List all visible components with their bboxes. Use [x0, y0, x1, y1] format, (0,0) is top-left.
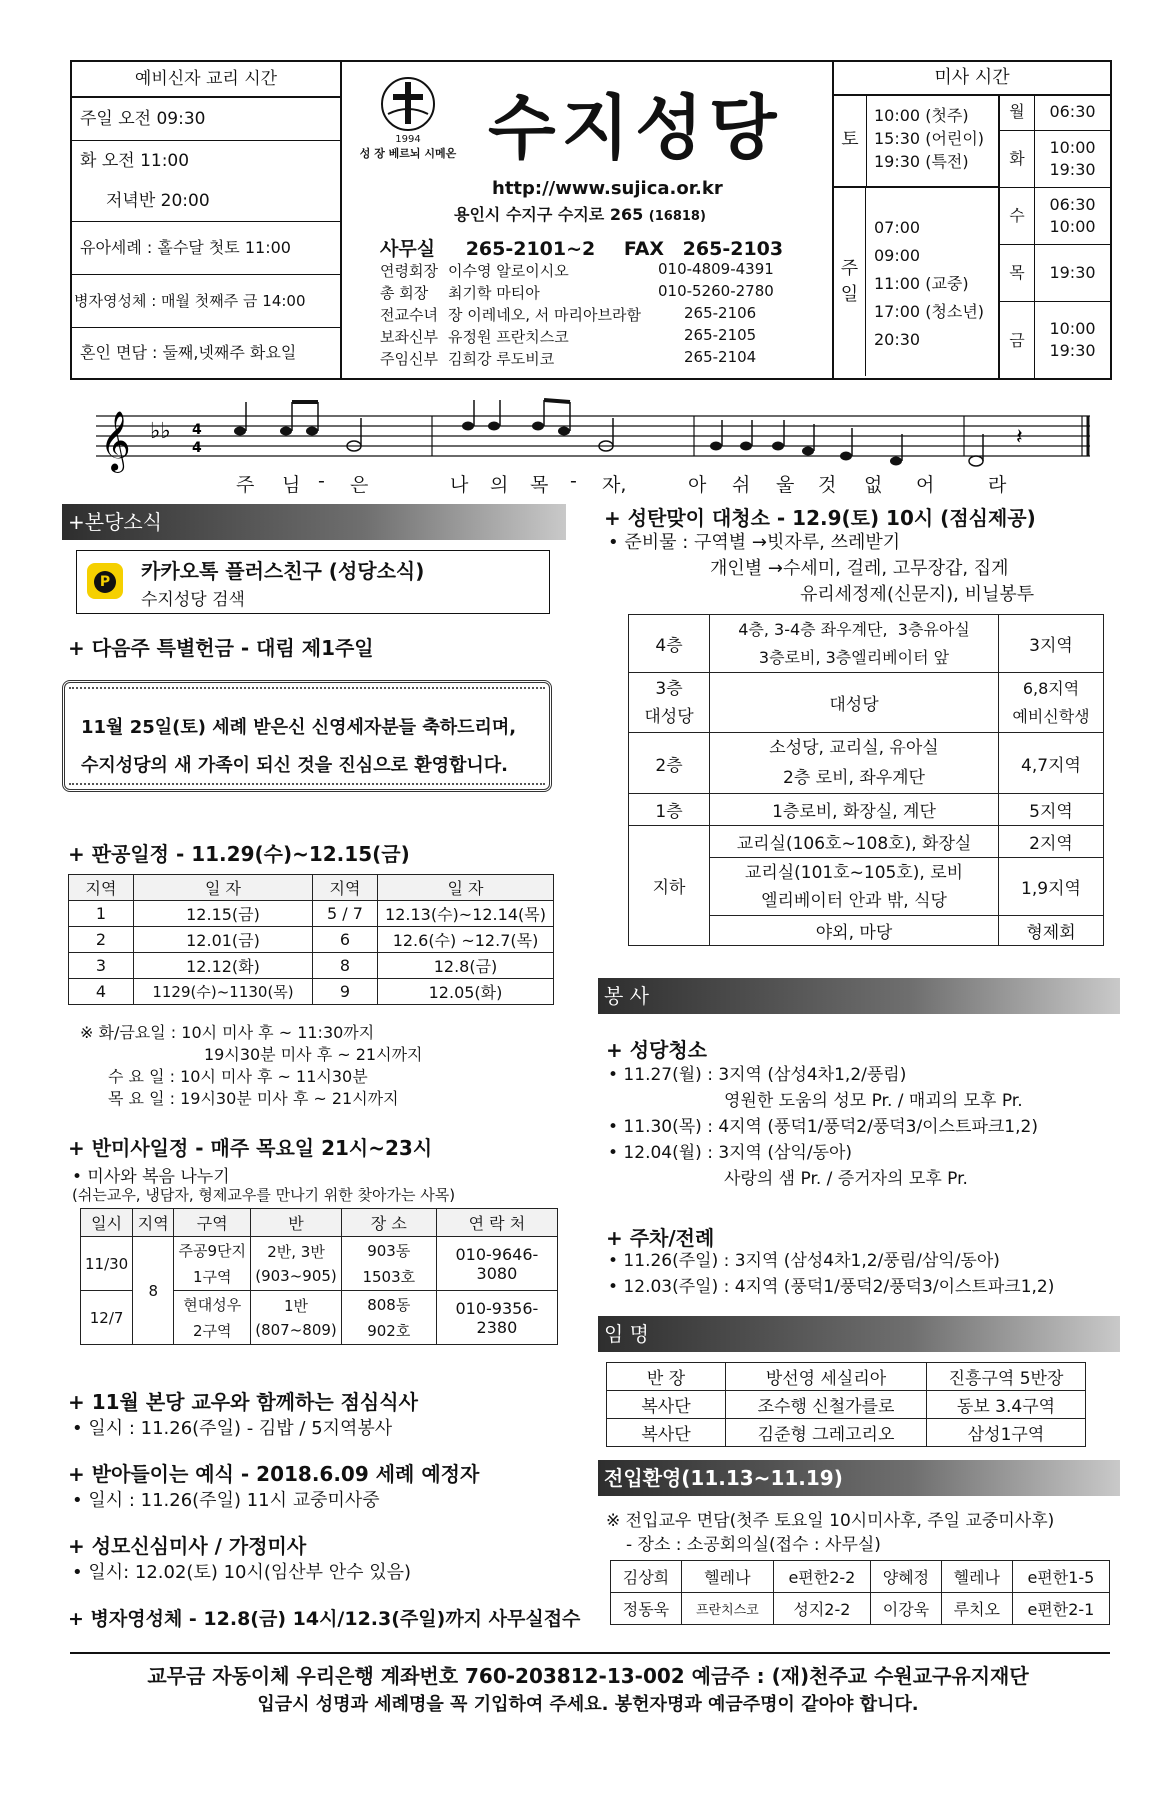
- schedule-row: 주일 오전 09:30: [72, 98, 340, 141]
- website[interactable]: http://www.sujica.or.kr: [492, 178, 723, 199]
- table-row: 4층 4층, 3-4층 좌우계단, 3층유아실 3층로비, 3층엘리베이터 앞 3지역: [629, 615, 1104, 673]
- music-staff: [96, 398, 1094, 478]
- banmisa-table: 일시 지역 구역 반 장 소 연 락 처 11/30 8 주공9단지 1구역 2반, 3반 (903~905) 903동 1503호 010-9646-3080 12/7 현대성우 2구역 1반 (807~809) 808동 902호 010-9356-2380: [80, 1208, 558, 1345]
- table-row: 2 12.01(금) 6 12.6(수) ~12.7(목): [69, 927, 554, 953]
- address-text: 용인시 수지구 수지로 265: [454, 205, 644, 224]
- accept-title: + 받아들이는 예식 - 2018.6.09 세례 예정자: [68, 1462, 480, 1486]
- kakao-icon: P: [87, 563, 123, 599]
- table-row: 정동욱 프란치스코 성지2-2 이강욱 루치오 e편한2-1: [611, 1593, 1110, 1625]
- table-row: 김상희 헬레나 e편한2-2 양혜정 헬레나 e편한1-5: [611, 1561, 1110, 1593]
- table-row: 11/30 8 주공9단지 1구역 2반, 3반 (903~905) 903동 1503호 010-9646-3080: [81, 1237, 558, 1291]
- svg-text:4: 4: [192, 440, 202, 456]
- svg-text:𝄞: 𝄞: [100, 411, 131, 471]
- table-row: 반 장 방선영 세실리아 진흥구역 5반장: [607, 1363, 1086, 1391]
- mass-title: 미사 시간: [834, 62, 1110, 96]
- table-row: 야외, 마당 형제회: [629, 916, 1104, 946]
- newcomer-table: [610, 1560, 1110, 1625]
- catechism-schedule: [72, 62, 342, 378]
- schedule-row: 저녁반 20:00: [72, 181, 340, 222]
- sunday-mass: 09:00: [874, 246, 921, 265]
- welcome-frame: [62, 680, 552, 792]
- office-line: [380, 234, 783, 261]
- table-row: 지하 교리실(106호~108호), 화장실 2지역: [629, 826, 1104, 858]
- table-row: 4 1129(수)~1130(목) 9 12.05(화): [69, 979, 554, 1005]
- postcode: (16818): [648, 209, 706, 224]
- fax-number: 265-2103: [682, 238, 784, 260]
- saturday-row: [834, 94, 998, 188]
- contact-row: 전교수녀 장 이레네오, 서 마리아브라함 265-2106: [380, 304, 757, 324]
- saturday-mass: 10:00 (첫주): [874, 106, 969, 125]
- marian-text: • 일시: 12.02(토) 10시(임산부 안수 있음): [72, 1562, 412, 1583]
- weekday-row: 화 10:00 19:30: [1000, 131, 1110, 188]
- logo-year: 1994: [395, 134, 421, 145]
- prep-line: • 준비물 : 구역별 →빗자루, 쓰레받기: [608, 532, 901, 553]
- lyrics: 주 님 - 은 나 의 목 - 자, 아 쉬 울 것 없 어 라: [236, 470, 1007, 496]
- saturday-mass: 19:30 (특전): [874, 152, 969, 171]
- svg-text:𝄽: 𝄽: [1016, 425, 1023, 450]
- sunday-mass: 17:00 (청소년): [874, 302, 985, 321]
- footer-rule: [70, 1652, 1110, 1654]
- table-row: 2층 소성당, 교리실, 유아실 2층 로비, 좌우계단 4,7지역: [629, 733, 1104, 794]
- table-row: 3 12.12(화) 8 12.8(금): [69, 953, 554, 979]
- sunday-label: 주 일: [834, 186, 866, 376]
- prep-line: 개인별 →수세미, 걸레, 고무장갑, 집게: [710, 558, 1009, 579]
- cross-emblem-icon: [378, 74, 438, 134]
- kakao-subtitle: 수지성당 검색: [141, 590, 245, 610]
- table-row: 3층 대성당 대성당 6,8지역 예비신학생: [629, 673, 1104, 733]
- sick-communion-title: + 병자영성체 - 12.8(금) 14시/12.3(주일)까지 사무실접수: [68, 1608, 581, 1630]
- kakao-box: [76, 550, 550, 614]
- offering-title: + 다음주 특별헌금 - 대림 제1주일: [68, 636, 374, 660]
- banmisa-bullet: • 미사와 복음 나누기: [72, 1167, 230, 1187]
- lunch-text: • 일시 : 11.26(주일) - 김밥 / 5지역봉사: [72, 1418, 393, 1439]
- marian-title: + 성모신심미사 / 가정미사: [68, 1534, 307, 1558]
- banmisa-note: (쉬는교우, 냉담자, 형제교우를 만나기 위한 찾아가는 사목): [72, 1186, 456, 1204]
- sunday-mass: 11:00 (교중): [874, 274, 969, 293]
- prep-line: 유리세정제(신문지), 비닐봉투: [800, 584, 1035, 605]
- schedule-row: 화 오전 11:00: [80, 151, 190, 171]
- banmisa-title: + 반미사일정 - 매주 목요일 21시~23시: [68, 1136, 433, 1160]
- accept-text: • 일시 : 11.26(주일) 11시 교중미사중: [72, 1490, 380, 1511]
- confession-table: 지역 일 자 지역 일 자 1 12.15(금) 5 / 7 12.13(수)~12.14(목) 2 12.01(금) 6 12.6(수) ~12.7(목) 3 12.12(화) 8 12.8(금) 4 1129(수)~1130(목) 9 12.05(화): [68, 874, 554, 1005]
- logo-caption: 성 장 베르뇌 시메온: [359, 147, 457, 160]
- svg-text:♭♭: ♭♭: [150, 419, 171, 444]
- sunday-mass: 20:30: [874, 330, 921, 349]
- contact-row: 연령회장 이수영 알로이시오 010-4809-4391: [380, 260, 774, 280]
- church-clean-title: + 성당청소: [606, 1038, 708, 1062]
- schedule-row: 혼인 면담 : 둘째,넷째주 화요일: [80, 343, 297, 362]
- welcome-line: 11월 25일(토) 세례 받은신 신영세자분들 축하드리며,: [81, 717, 517, 738]
- sunday-row: [834, 186, 998, 376]
- church-clean-list: • 11.27(월) : 3지역 (삼성4차1,2/풍림) 영원한 도움의 성모 Pr. / 매괴의 모후 Pr. • 11.30(목) : 4지역 (풍덕1/풍덕2/풍덕3/이스트파크1,2) • 12.04(월) : 3지역 (삼익/동아) 사랑의 샘 Pr. / 증거자의 모후 Pr.: [608, 1065, 1038, 1189]
- cleanup-table: [628, 614, 1104, 946]
- weekday-col: [1000, 94, 1110, 378]
- parking-list: • 11.26(주일) : 3지역 (삼성4차1,2/풍림/삼익/동아) • 12.03(주일) : 4지역 (풍덕1/풍덕2/풍덕3/이스트파크1,2): [608, 1251, 1055, 1297]
- section-bar-welcome: 전입환영(11.13~11.19): [598, 1460, 1120, 1496]
- weekday-row: 수 06:30 10:00: [1000, 188, 1110, 245]
- table-row: 12/7 현대성우 2구역 1반 (807~809) 808동 902호 010-9356-2380: [81, 1291, 558, 1345]
- section-bar-appointment: 임 명: [598, 1316, 1120, 1352]
- table-row: 1층 1층로비, 화장실, 계단 5지역: [629, 794, 1104, 826]
- svg-text:4: 4: [192, 422, 202, 438]
- section-bar-parish-news: +본당소식: [62, 504, 566, 540]
- appointment-table: [606, 1362, 1086, 1447]
- parish-name: 수지성당: [488, 87, 783, 169]
- contact-row: 총 회장 최기학 마티아 010-5260-2780: [380, 282, 774, 302]
- weekday-row: 월 06:30: [1000, 94, 1110, 131]
- saturday-mass: 15:30 (어린이): [874, 129, 985, 148]
- office-label: 사무실: [380, 238, 436, 260]
- lunch-title: + 11월 본당 교우와 함께하는 점심식사: [68, 1390, 418, 1414]
- mass-times: [832, 62, 1110, 378]
- welcome-note: - 장소 : 소공회의실(접수 : 사무실): [626, 1535, 881, 1555]
- church-logo: [358, 74, 458, 164]
- welcome-note: ※ 전입교우 면담(첫주 토요일 10시미사후, 주일 교중미사후): [606, 1511, 1055, 1531]
- footer-bank-info: 교무금 자동이체 우리은행 계좌번호 760-203812-13-002 예금주 : (재)천주교 수원교구유지재단: [147, 1664, 1029, 1688]
- address: [454, 202, 706, 225]
- fax-label: FAX: [623, 238, 665, 260]
- cleanup-title: + 성탄맞이 대청소 - 12.9(토) 10시 (점심제공): [604, 506, 1036, 530]
- table-row: 교리실(101호~105호), 로비 엘리베이터 안과 밖, 식당 1,9지역: [629, 858, 1104, 916]
- saturday-label: 토: [834, 94, 867, 186]
- office-phone: 265-2101~2: [465, 238, 596, 260]
- confession-notes: ※ 화/금요일 : 10시 미사 후 ~ 11:30까지 19시30분 미사 후 ~ 21시까지 수 요 일 : 10시 미사 후 ~ 11시30분 목 요 일 : 19시30분 미사 후 ~ 21시까지: [80, 1023, 423, 1108]
- sunday-mass: 07:00: [874, 218, 921, 237]
- weekday-row: 목 19:30: [1000, 245, 1110, 302]
- section-bar-service: 봉 사: [598, 978, 1120, 1014]
- catechism-title: 예비신자 교리 시간: [72, 62, 340, 98]
- parking-title: + 주차/전례: [606, 1226, 715, 1250]
- table-row: 복사단 조수행 신철가를로 동보 3.4구역: [607, 1391, 1086, 1419]
- contacts-list: [380, 260, 810, 370]
- footer-note: 입금시 성명과 세례명을 꼭 기입하여 주세요. 봉헌자명과 예금주명이 같아야 합니다.: [257, 1694, 919, 1715]
- table-row: 1 12.15(금) 5 / 7 12.13(수)~12.14(목): [69, 901, 554, 927]
- schedule-row: 병자영성체 : 매월 첫째주 금 14:00: [72, 275, 340, 328]
- table-row: 복사단 김준형 그레고리오 삼성1구역: [607, 1419, 1086, 1447]
- weekday-row: 금 10:00 19:30: [1000, 302, 1110, 380]
- welcome-line: 수지성당의 새 가족이 되신 것을 진심으로 환영합니다.: [81, 755, 508, 776]
- schedule-row: 유아세례 : 홀수달 첫토 11:00: [72, 222, 340, 275]
- confession-title: + 판공일정 - 11.29(수)~12.15(금): [68, 842, 410, 866]
- contact-row: 주임신부 김희강 루도비코 265-2104: [380, 348, 757, 368]
- kakao-title: 카카오톡 플러스친구 (성당소식): [141, 559, 425, 583]
- weekend-col: [834, 94, 1000, 378]
- contact-row: 보좌신부 유정원 프란치스코 265-2105: [380, 326, 757, 346]
